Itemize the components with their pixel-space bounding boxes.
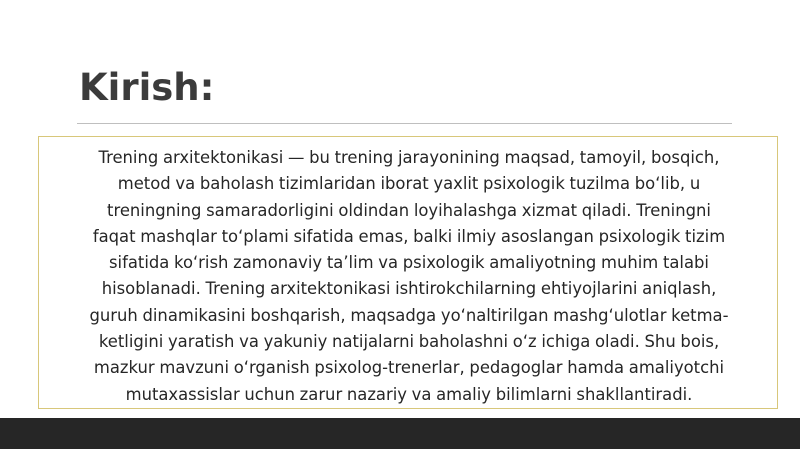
body-line: guruh dinamikasini boshqarish, maqsadga yo‘naltirilgan mashg‘ulotlar ketma- bbox=[89, 305, 729, 325]
body-paragraph bbox=[39, 145, 779, 408]
body-text-box bbox=[38, 136, 778, 409]
body-line: hisoblanadi. Trening arxitektonikasi ishtirokchilarning ehtiyojlarini aniqlash, bbox=[101, 279, 717, 299]
body-line: sifatida ko‘rish zamonaviy ta’lim va psixologik amaliyotning muhim talabi bbox=[108, 253, 709, 273]
body-line: mazkur mavzuni o‘rganish psixolog-trenerlar, pedagoglar hamda amaliyotchi bbox=[93, 358, 725, 378]
body-line: ketligini yaratish va yakuniy natijalarni baholashni o‘z ichiga oladi. Shu bois, bbox=[98, 332, 720, 352]
body-line: metod va baholash tizimlaridan iborat yaxlit psixologik tuzilma bo‘lib, u bbox=[117, 174, 701, 194]
bottom-bar bbox=[0, 418, 800, 449]
body-line: faqat mashqlar to‘plami sifatida emas, balki ilmiy asoslangan psixologik tizim bbox=[92, 226, 726, 246]
slide-title: Kirish: bbox=[79, 66, 215, 109]
title-divider bbox=[77, 123, 732, 124]
body-line: Trening arxitektonikasi — bu trening jarayonining maqsad, tamoyil, bosqich, bbox=[98, 148, 720, 167]
body-line: mutaxassislar uchun zarur nazariy va amaliy bilimlarni shakllantiradi. bbox=[125, 384, 693, 404]
body-line: treningning samaradorligini oldindan loyihalashga xizmat qiladi. Treningni bbox=[107, 200, 711, 220]
